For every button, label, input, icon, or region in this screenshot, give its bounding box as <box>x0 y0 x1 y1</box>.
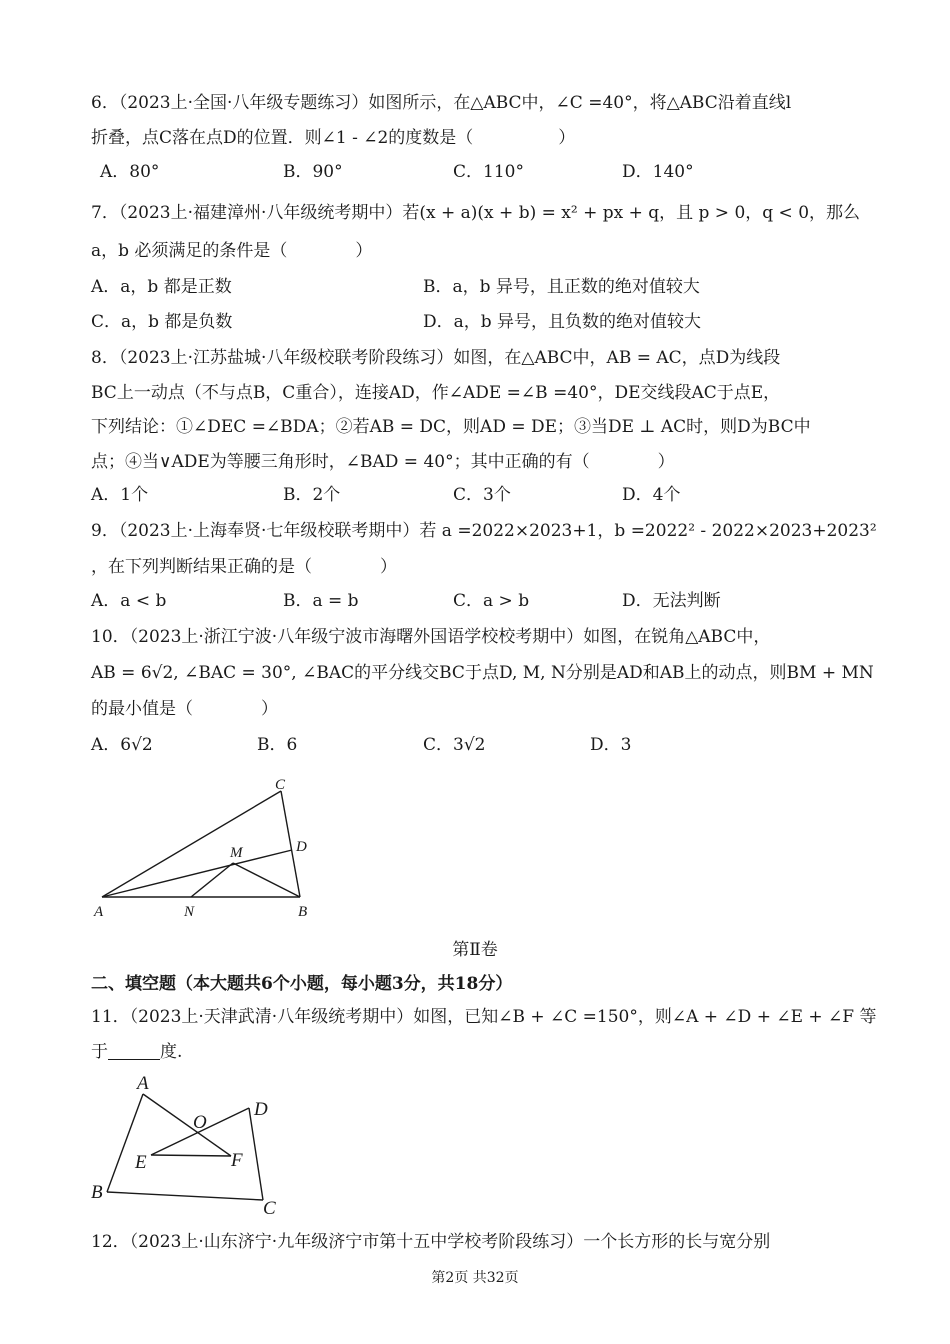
q11-line2 <box>91 1039 860 1065</box>
q7-option-c: C．a，b 都是负数 <box>91 312 233 332</box>
volume-title: 第Ⅱ卷 <box>452 940 498 960</box>
q11-line1: 11．（2023上·天津武清·八年级统考期中）如图，已知∠B + ∠C =150°，则∠A + ∠D + ∠E + ∠F 等 <box>91 1007 877 1027</box>
q9-line1: 9．（2023上·上海奉贤·七年级校联考期中）若 a =2022×2023+1，b =2022² - 2022×2023+2023² <box>91 521 877 541</box>
q9-line2: ，在下列判断结果正确的是（ ） <box>91 557 397 577</box>
q10-line3: 的最小值是（ ） <box>91 699 278 719</box>
q7-line1: 7．（2023上·福建漳州·八年级统考期中）若(x + a)(x + b) = x² + px + q，且 p > 0，q < 0，那么 <box>91 203 861 223</box>
q7-option-b: B．a，b 异号，且正数的绝对值较大 <box>423 277 700 297</box>
q11-line2-suffix: 度. <box>160 1042 183 1062</box>
q11-segment-bc <box>107 1192 263 1200</box>
q11-answer-blank <box>108 1041 160 1060</box>
page-footer: 第2页 共32页 <box>431 1270 519 1286</box>
q10-label-a: A <box>94 904 104 920</box>
q7-line2: a，b 必须满足的条件是（ ） <box>91 241 373 261</box>
q9-option-d: D．无法判断 <box>622 591 721 611</box>
q6-line2: 折叠，点C落在点D的位置．则∠1 - ∠2的度数是（ ） <box>91 128 576 148</box>
q11-label-o: O <box>193 1112 207 1133</box>
q10-line1: 10．（2023上·浙江宁波·八年级宁波市海曙外国语学校校考期中）如图，在锐角△ABC中， <box>91 627 771 647</box>
q11-segment-ef <box>151 1155 231 1156</box>
q10-option-d: D．3 <box>590 735 632 755</box>
q6-option-d: D．140° <box>622 162 694 182</box>
q10-segment-ac <box>102 791 281 897</box>
q8-line1: 8．（2023上·江苏盐城·八年级校联考阶段练习）如图，在△ABC中，AB = AC，点D为线段 <box>91 348 781 368</box>
q6-line1: 6．（2023上·全国·八年级专题练习）如图所示，在△ABC中，∠C =40°，将△ABC沿着直线l <box>91 93 792 113</box>
q9-option-b: B．a = b <box>283 591 359 611</box>
q10-segment-mn <box>191 863 233 897</box>
q11-segment-cd <box>249 1108 263 1200</box>
q10-triangle-figure <box>88 770 328 922</box>
q10-label-c: C <box>275 777 286 793</box>
q11-figure <box>85 1068 305 1220</box>
q8-option-b: B．2个 <box>283 485 341 505</box>
q10-segment-bm <box>233 863 300 897</box>
q10-segment-ad <box>102 850 292 897</box>
q8-line3: 下列结论：①∠DEC =∠BDA；②若AB = DC，则AD = DE；③当DE ⊥ AC时，则D为BC中 <box>91 417 811 437</box>
q11-label-b: B <box>91 1182 103 1203</box>
q11-segment-ab <box>107 1094 143 1192</box>
q10-label-d: D <box>296 839 307 855</box>
q8-option-c: C．3个 <box>453 485 511 505</box>
q10-line2: AB = 6√2, ∠BAC = 30°, ∠BAC的平分线交BC于点D, M, N分别是AD和AB上的动点，则BM + MN <box>91 663 874 683</box>
q6-option-b: B．90° <box>283 162 343 182</box>
section-heading: 二、填空题（本大题共6个小题，每小题3分，共18分） <box>91 974 513 994</box>
q11-label-c: C <box>263 1198 276 1219</box>
q10-option-a: A．6√2 <box>91 735 153 755</box>
q11-segment-af <box>143 1094 231 1156</box>
q11-label-e: E <box>135 1152 147 1173</box>
q9-option-a: A．a < b <box>91 591 167 611</box>
q9-option-c: C．a > b <box>453 591 530 611</box>
q6-option-a: A．80° <box>100 162 160 182</box>
q10-label-m: M <box>230 845 243 861</box>
q7-option-a: A．a，b 都是正数 <box>91 277 232 297</box>
q11-label-d: D <box>254 1099 268 1120</box>
q10-label-n: N <box>184 904 195 920</box>
q11-label-a: A <box>137 1073 149 1094</box>
q8-option-a: A．1个 <box>91 485 149 505</box>
q8-line4: 点；④当∨ADE为等腰三角形时，∠BAD = 40°；其中正确的有（ ） <box>91 452 675 472</box>
q12-line1: 12．（2023上·山东济宁·九年级济宁市第十五中学校考阶段练习）一个长方形的长与宽分别 <box>91 1232 771 1252</box>
q10-option-b: B．6 <box>257 735 298 755</box>
q11-line2-prefix: 于 <box>91 1042 108 1062</box>
q10-label-b: B <box>298 904 308 920</box>
q8-option-d: D．4个 <box>622 485 681 505</box>
q11-label-f: F <box>231 1150 243 1171</box>
q6-option-c: C．110° <box>453 162 524 182</box>
q10-option-c: C．3√2 <box>423 735 486 755</box>
q8-line2: BC上一动点（不与点B，C重合），连接AD，作∠ADE =∠B =40°，DE交线段AC于点E， <box>91 383 781 403</box>
q7-option-d: D．a，b 异号，且负数的绝对值较大 <box>423 312 702 332</box>
